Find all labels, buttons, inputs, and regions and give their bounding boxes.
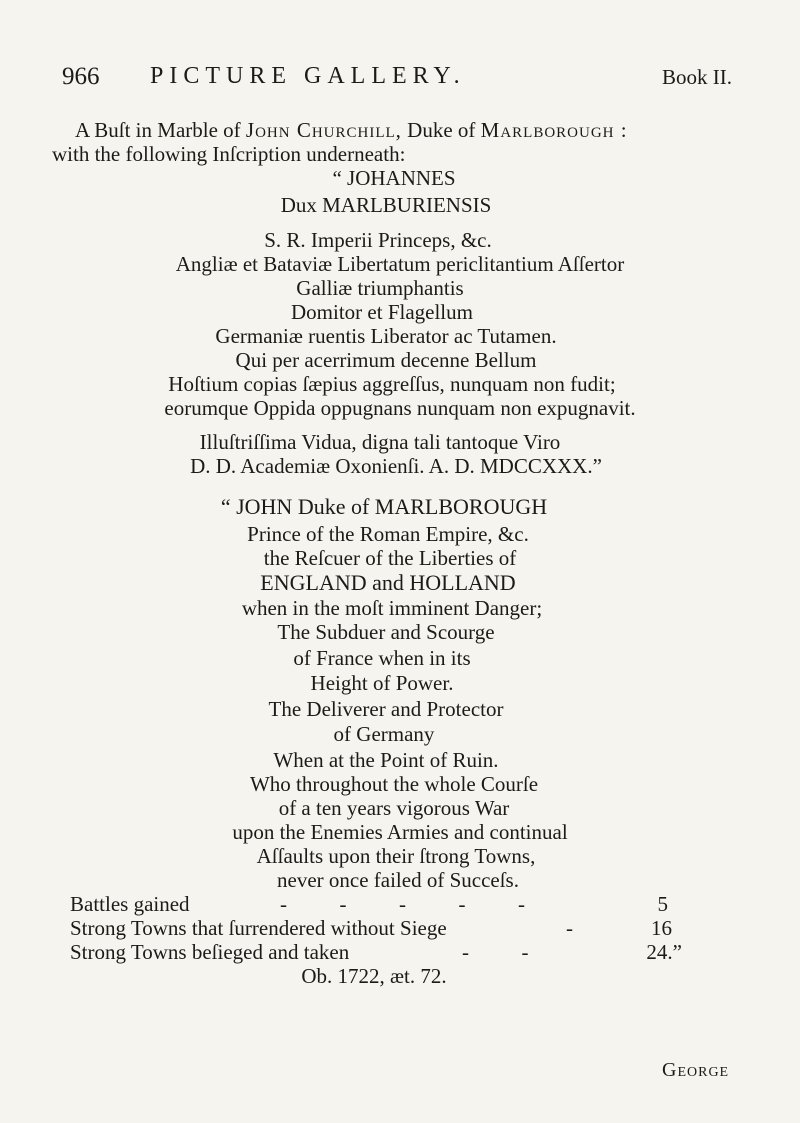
leader-dashes: - <box>566 916 573 940</box>
tally-row <box>70 892 750 916</box>
english-line: “ JOHN Duke of MARLBOROUGH <box>220 494 548 519</box>
english-line: Prince of the Roman Empire, &c. <box>247 522 529 546</box>
latin-line: Angliæ et Bataviæ Libertatum periclitantium Aſſertor <box>175 252 625 276</box>
english-line: When at the Point of Ruin. <box>273 748 499 772</box>
english-line: Height of Power. <box>310 671 454 695</box>
english-line: of Germany <box>333 722 435 746</box>
english-line: upon the Enemies Armies and continual <box>232 820 568 844</box>
leader-dashes: - - <box>462 940 529 964</box>
latin-line: Galliæ triumphantis <box>296 276 464 300</box>
subject-name: John Churchill, <box>245 118 402 142</box>
english-line: of a ten years vigorous War <box>278 796 510 820</box>
latin-line: Domitor et Flagellum <box>291 300 473 324</box>
tally-value: 16 <box>651 916 672 940</box>
subject-title: Marlborough : <box>480 118 628 142</box>
tally-row <box>70 940 750 964</box>
running-title: PICTURE GALLERY. <box>150 63 466 89</box>
english-line: ENGLAND and HOLLAND <box>260 570 516 595</box>
english-line: Aſſaults upon their ſtrong Towns, <box>256 844 536 868</box>
catchword: George <box>662 1059 730 1081</box>
english-line: the Reſcuer of the Liberties of <box>263 546 517 570</box>
intro-line-1: A Buſt in Marble of John Churchill, Duke of Marlborough : <box>75 118 628 142</box>
english-line: The Subduer and Scourge <box>277 620 495 644</box>
latin-line: S. R. Imperii Princeps, &c. <box>264 228 492 252</box>
tally-value: 5 <box>657 892 668 916</box>
tally-row <box>70 916 750 940</box>
latin-line: Hoſtium copias ſæpius aggreſſus, nunquam non fudit; <box>168 372 616 396</box>
latin-line: Dux MARLBURIENSIS <box>280 193 492 217</box>
book-reference: Book II. <box>662 65 732 89</box>
leader-dashes: - - - - - <box>280 892 525 916</box>
tally-label: Strong Towns beſieged and taken <box>70 940 350 964</box>
english-line: The Deliverer and Protector <box>268 697 504 721</box>
english-line: when in the moſt imminent Danger; <box>241 596 543 620</box>
latin-line: D. D. Academiæ Oxonienſi. A. D. MDCCXXX.” <box>190 454 602 478</box>
english-line: Who throughout the whole Courſe <box>249 772 539 796</box>
latin-line: Germaniæ ruentis Liberator ac Tutamen. <box>215 324 557 348</box>
tally-value: 24.” <box>646 940 682 964</box>
page-number: 966 <box>62 63 100 90</box>
english-line: never once failed of Succeſs. <box>277 868 519 892</box>
latin-line: Illuſtriſſima Vidua, digna tali tantoque Viro <box>199 430 561 454</box>
latin-line: Qui per acerrimum decenne Bellum <box>235 348 537 372</box>
tally-label: Strong Towns that ſurrendered without Siege <box>70 916 447 940</box>
obit-line: Ob. 1722, æt. 72. <box>301 964 447 988</box>
latin-line: “ JOHANNES <box>332 166 456 190</box>
intro-line-2: with the following Inſcription underneath: <box>52 142 406 166</box>
running-header <box>0 63 800 103</box>
tally-label: Battles gained <box>70 892 190 916</box>
english-line: of France when in its <box>293 646 471 670</box>
latin-line: eorumque Oppida oppugnans nunquam non expugnavit. <box>164 396 636 420</box>
